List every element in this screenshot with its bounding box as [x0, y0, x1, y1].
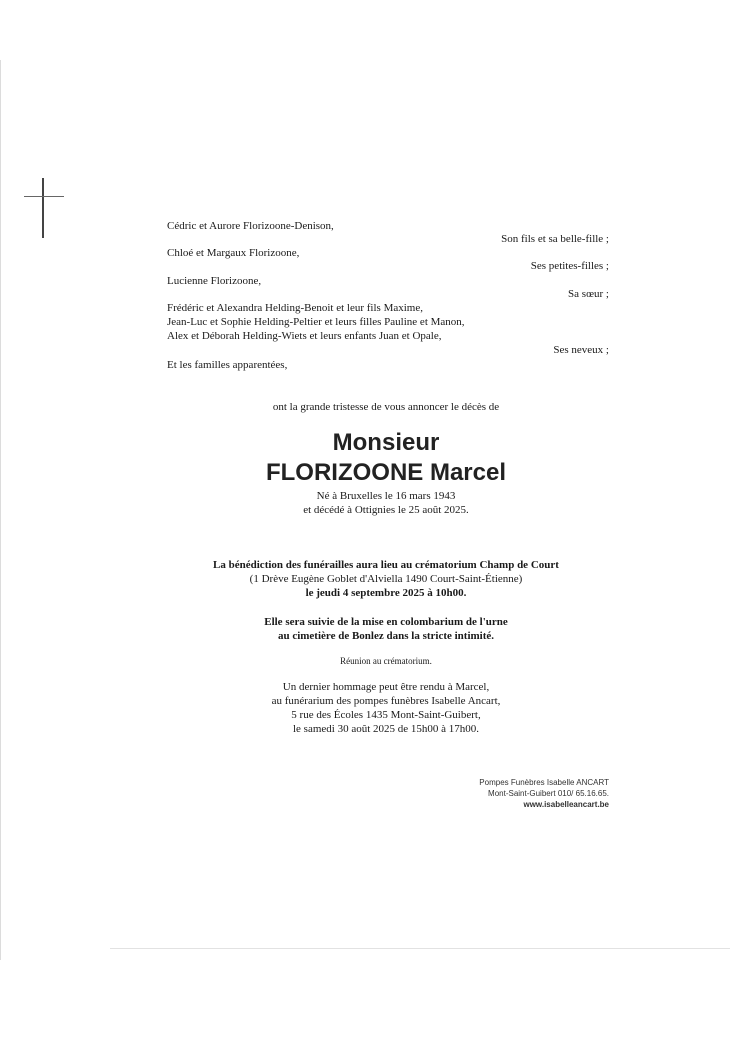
- deceased-title: Monsieur: [332, 429, 440, 456]
- funeral-home-website: www.isabelleancart.be: [523, 800, 609, 809]
- homage-line1: Un dernier hommage peut être rendu à Marcel,: [282, 681, 490, 693]
- funeral-home-name: Pompes Funèbres Isabelle ANCART: [479, 778, 609, 787]
- announcement-text: ont la grande tristesse de vous annoncer le décès de: [272, 401, 500, 413]
- family-nephews-relation: Ses neveux ;: [553, 344, 609, 356]
- family-nephews-line3: Alex et Déborah Helding-Wiets et leurs enfants Juan et Opale,: [167, 330, 442, 342]
- cross-icon: [24, 178, 64, 238]
- family-nephews-line1: Frédéric et Alexandra Helding-Benoit et leur fils Maxime,: [167, 302, 423, 314]
- family-nephews-line2: Jean-Luc et Sophie Helding-Peltier et leurs filles Pauline et Manon,: [167, 316, 465, 328]
- ceremony-date: le jeudi 4 septembre 2025 à 10h00.: [305, 587, 467, 599]
- homage-line2: au funérarium des pompes funèbres Isabelle Ancart,: [271, 695, 501, 707]
- reunion-text: Réunion au crématorium.: [340, 656, 432, 666]
- funeral-home-phone: Mont-Saint-Guibert 010/ 65.16.65.: [488, 789, 609, 798]
- burial-line1: Elle sera suivie de la mise en colombarium de l'urne: [264, 616, 508, 628]
- homage-line3: 5 rue des Écoles 1435 Mont-Saint-Guibert,: [291, 709, 481, 721]
- deceased-name: FLORIZOONE Marcel: [265, 459, 507, 486]
- homage-line4: le samedi 30 août 2025 de 15h00 à 17h00.: [292, 723, 480, 735]
- burial-line2: au cimetière de Bonlez dans la stricte intimité.: [277, 630, 495, 642]
- family-granddaughters-names: Chloé et Margaux Florizoone,: [167, 247, 300, 259]
- deceased-died: et décédé à Ottignies le 25 août 2025.: [303, 504, 469, 516]
- family-sister-name: Lucienne Florizoone,: [167, 275, 262, 287]
- family-son-names: Cédric et Aurore Florizoone-Denison,: [167, 220, 334, 232]
- deceased-born: Né à Bruxelles le 16 mars 1943: [316, 490, 456, 502]
- ceremony-address: (1 Drève Eugène Goblet d'Alviella 1490 Court-Saint-Étienne): [249, 573, 523, 585]
- ceremony-line1: La bénédiction des funérailles aura lieu au crématorium Champ de Court: [213, 559, 559, 571]
- family-granddaughters-relation: Ses petites-filles ;: [530, 260, 609, 272]
- scan-edge: [110, 948, 730, 949]
- family-son-relation: Son fils et sa belle-fille ;: [501, 233, 609, 245]
- family-sister-relation: Sa sœur ;: [568, 288, 609, 300]
- family-related: Et les familles apparentées,: [167, 359, 288, 371]
